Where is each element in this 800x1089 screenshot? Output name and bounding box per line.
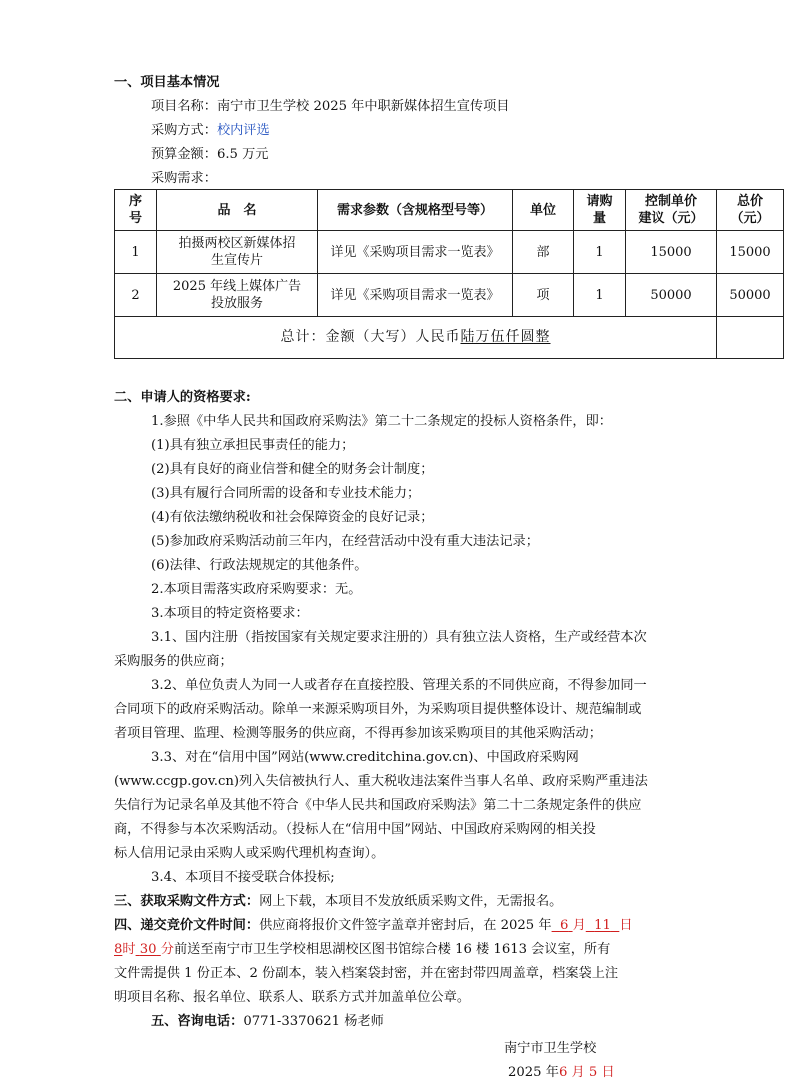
project-name-row	[151, 98, 509, 116]
requirements-table	[114, 189, 784, 359]
qualification-1: 1.参照《中华人民共和国政府采购法》第二十二条规定的投标人资格条件，即：	[151, 414, 612, 429]
deadline-month-unit: 月	[572, 918, 586, 933]
procurement-method-row	[151, 122, 270, 140]
cell-unit-price: 50000	[626, 274, 717, 317]
header-unit: 单位	[513, 190, 574, 231]
qualification-2: 2.本项目需落实政府采购要求：无。	[151, 582, 362, 597]
section-5-heading: 五、咨询电话：	[151, 1014, 244, 1029]
section-1-heading: 一、项目基本情况	[114, 75, 220, 90]
requirement-3-1-line-2: 采购服务的供应商；	[114, 654, 233, 669]
section-2-heading: 二、申请人的资格要求:	[114, 390, 251, 405]
section-4-heading: 四、递交竞价文件时间：	[114, 918, 260, 933]
budget-value: 6.5 万元	[216, 147, 269, 162]
qualification-item-4: (4)有依法缴纳税收和社会保障资金的良好记录；	[151, 510, 434, 525]
section-4-line-1	[114, 917, 633, 935]
qualification-item-6: (6)法律、行政法规规定的其他条件。	[151, 558, 368, 573]
section-4-text-b: 前送至南宁市卫生学校相思湖校区图书馆综合楼 16 楼 1613 会议室，所有	[173, 942, 611, 957]
signature-org: 南宁市卫生学校	[504, 1041, 597, 1056]
header-item-name: 品 名	[157, 190, 318, 231]
cell-total-price: 15000	[717, 231, 784, 274]
cell-quantity: 1	[574, 274, 626, 317]
budget-row	[151, 146, 268, 164]
cell-index: 1	[115, 231, 157, 274]
cell-item-name: 拍摄两校区新媒体招 生宣传片	[157, 231, 318, 274]
deadline-minute: 30	[139, 942, 157, 957]
header-quantity: 请购 量	[574, 190, 626, 231]
requirement-3-3-line-4: 商，不得参与本次采购活动。（投标人在“信用中国”网站、中国政府采购网的相关投	[114, 822, 596, 837]
cell-total-price: 50000	[717, 274, 784, 317]
table-row	[115, 274, 784, 317]
requirement-3-2-line-1: 3.2、单位负责人为同一人或者存在直接控股、管理关系的不同供应商，不得参加同一	[151, 678, 647, 693]
requirement-3-3-line-3: 失信行为记录名单及其他不符合《中华人民共和国政府采购法》第二十二条规定条件的供应	[114, 798, 642, 813]
requirement-3-2-line-3: 者项目管理、监理、检测等服务的供应商，不得再参加该采购项目的其他采购活动；	[114, 726, 602, 741]
section-4-line-2	[114, 941, 610, 959]
section-4-line-3: 文件需提供 1 份正本、2 份副本，装入档案袋封密，并在密封带四周盖章，档案袋上注	[114, 966, 619, 981]
signature-day: 6 月 5 日	[558, 1065, 615, 1080]
requirement-3-3-line-5: 标人信用记录由采购人或采购代理机构查询）。	[114, 846, 385, 861]
section-4-text-a: 供应商将报价文件签字盖章并密封后，在 2025 年	[259, 918, 552, 933]
signature-date	[508, 1064, 615, 1082]
section-3-text: 网上下载，本项目不发放纸质采购文件，无需报名。	[259, 894, 563, 909]
cell-parameters: 详见《采购项目需求一览表》	[318, 231, 513, 274]
project-name-label: 项目名称：	[151, 99, 217, 114]
table-total-row	[115, 317, 784, 359]
cell-index: 2	[115, 274, 157, 317]
requirement-3-1-line-1: 3.1、国内注册（指按国家有关规定要求注册的）具有独立法人资格，生产或经营本次	[151, 630, 647, 645]
qualification-3: 3.本项目的特定资格要求：	[151, 606, 309, 621]
cell-unit-price: 15000	[626, 231, 717, 274]
cell-unit: 部	[513, 231, 574, 274]
section-5-row	[151, 1013, 384, 1031]
cell-unit: 项	[513, 274, 574, 317]
contact-phone: 0771-3370621 杨老师	[243, 1014, 384, 1029]
header-parameters: 需求参数（含规格型号等）	[318, 190, 513, 231]
header-index: 序 号	[115, 190, 157, 231]
budget-label: 预算金额：	[151, 147, 217, 162]
qualification-item-1: (1)具有独立承担民事责任的能力；	[151, 438, 355, 453]
cell-parameters: 详见《采购项目需求一览表》	[318, 274, 513, 317]
header-total-price: 总价 （元）	[717, 190, 784, 231]
requirement-3-2-line-2: 合同项下的政府采购活动。除单一来源采购项目外，为采购项目提供整体设计、规范编制或	[114, 702, 642, 717]
total-empty-cell	[717, 317, 784, 359]
qualification-item-3: (3)具有履行合同所需的设备和专业技术能力；	[151, 486, 421, 501]
demand-label: 采购需求：	[151, 171, 217, 186]
qualification-item-5: (5)参加政府采购活动前三年内，在经营活动中没有重大违法记录；	[151, 534, 539, 549]
procurement-method-value: 校内评选	[216, 123, 270, 138]
total-prefix: 总计：金额（大写）人民币	[280, 329, 461, 345]
table-row	[115, 231, 784, 274]
deadline-minute-unit: 分	[160, 942, 174, 957]
section-3-row	[114, 893, 562, 911]
deadline-hour-unit: 时	[122, 942, 136, 957]
header-unit-price: 控制单价 建议（元）	[626, 190, 717, 231]
signature-year: 2025 年	[508, 1065, 559, 1080]
deadline-day: 11	[594, 918, 611, 933]
table-header-row	[115, 190, 784, 231]
total-amount-cell	[115, 317, 717, 359]
procurement-method-label: 采购方式：	[151, 123, 217, 138]
total-amount-words: 陆万伍仟圆整	[460, 329, 551, 345]
deadline-month: 6	[559, 918, 569, 933]
requirement-3-4: 3.4、本项目不接受联合体投标;	[151, 870, 335, 885]
requirement-3-3-line-1: 3.3、对在“信用中国”网站(www.creditchina.gov.cn)、中国政府采购网	[151, 750, 579, 765]
deadline-hour: 8	[114, 942, 123, 957]
section-3-heading: 三、获取采购文件方式：	[114, 894, 260, 909]
project-name-value: 南宁市卫生学校 2025 年中职新媒体招生宣传项目	[216, 99, 510, 114]
deadline-day-unit: 日	[619, 918, 633, 933]
cell-item-name: 2025 年线上媒体广告 投放服务	[157, 274, 318, 317]
qualification-item-2: (2)具有良好的商业信誉和健全的财务会计制度；	[151, 462, 434, 477]
requirement-3-3-line-2: (www.ccgp.gov.cn)列入失信被执行人、重大税收违法案件当事人名单、政府采购严重违法	[114, 774, 648, 789]
section-4-line-4: 明项目名称、报名单位、联系人、联系方式并加盖单位公章。	[114, 990, 471, 1005]
cell-quantity: 1	[574, 231, 626, 274]
